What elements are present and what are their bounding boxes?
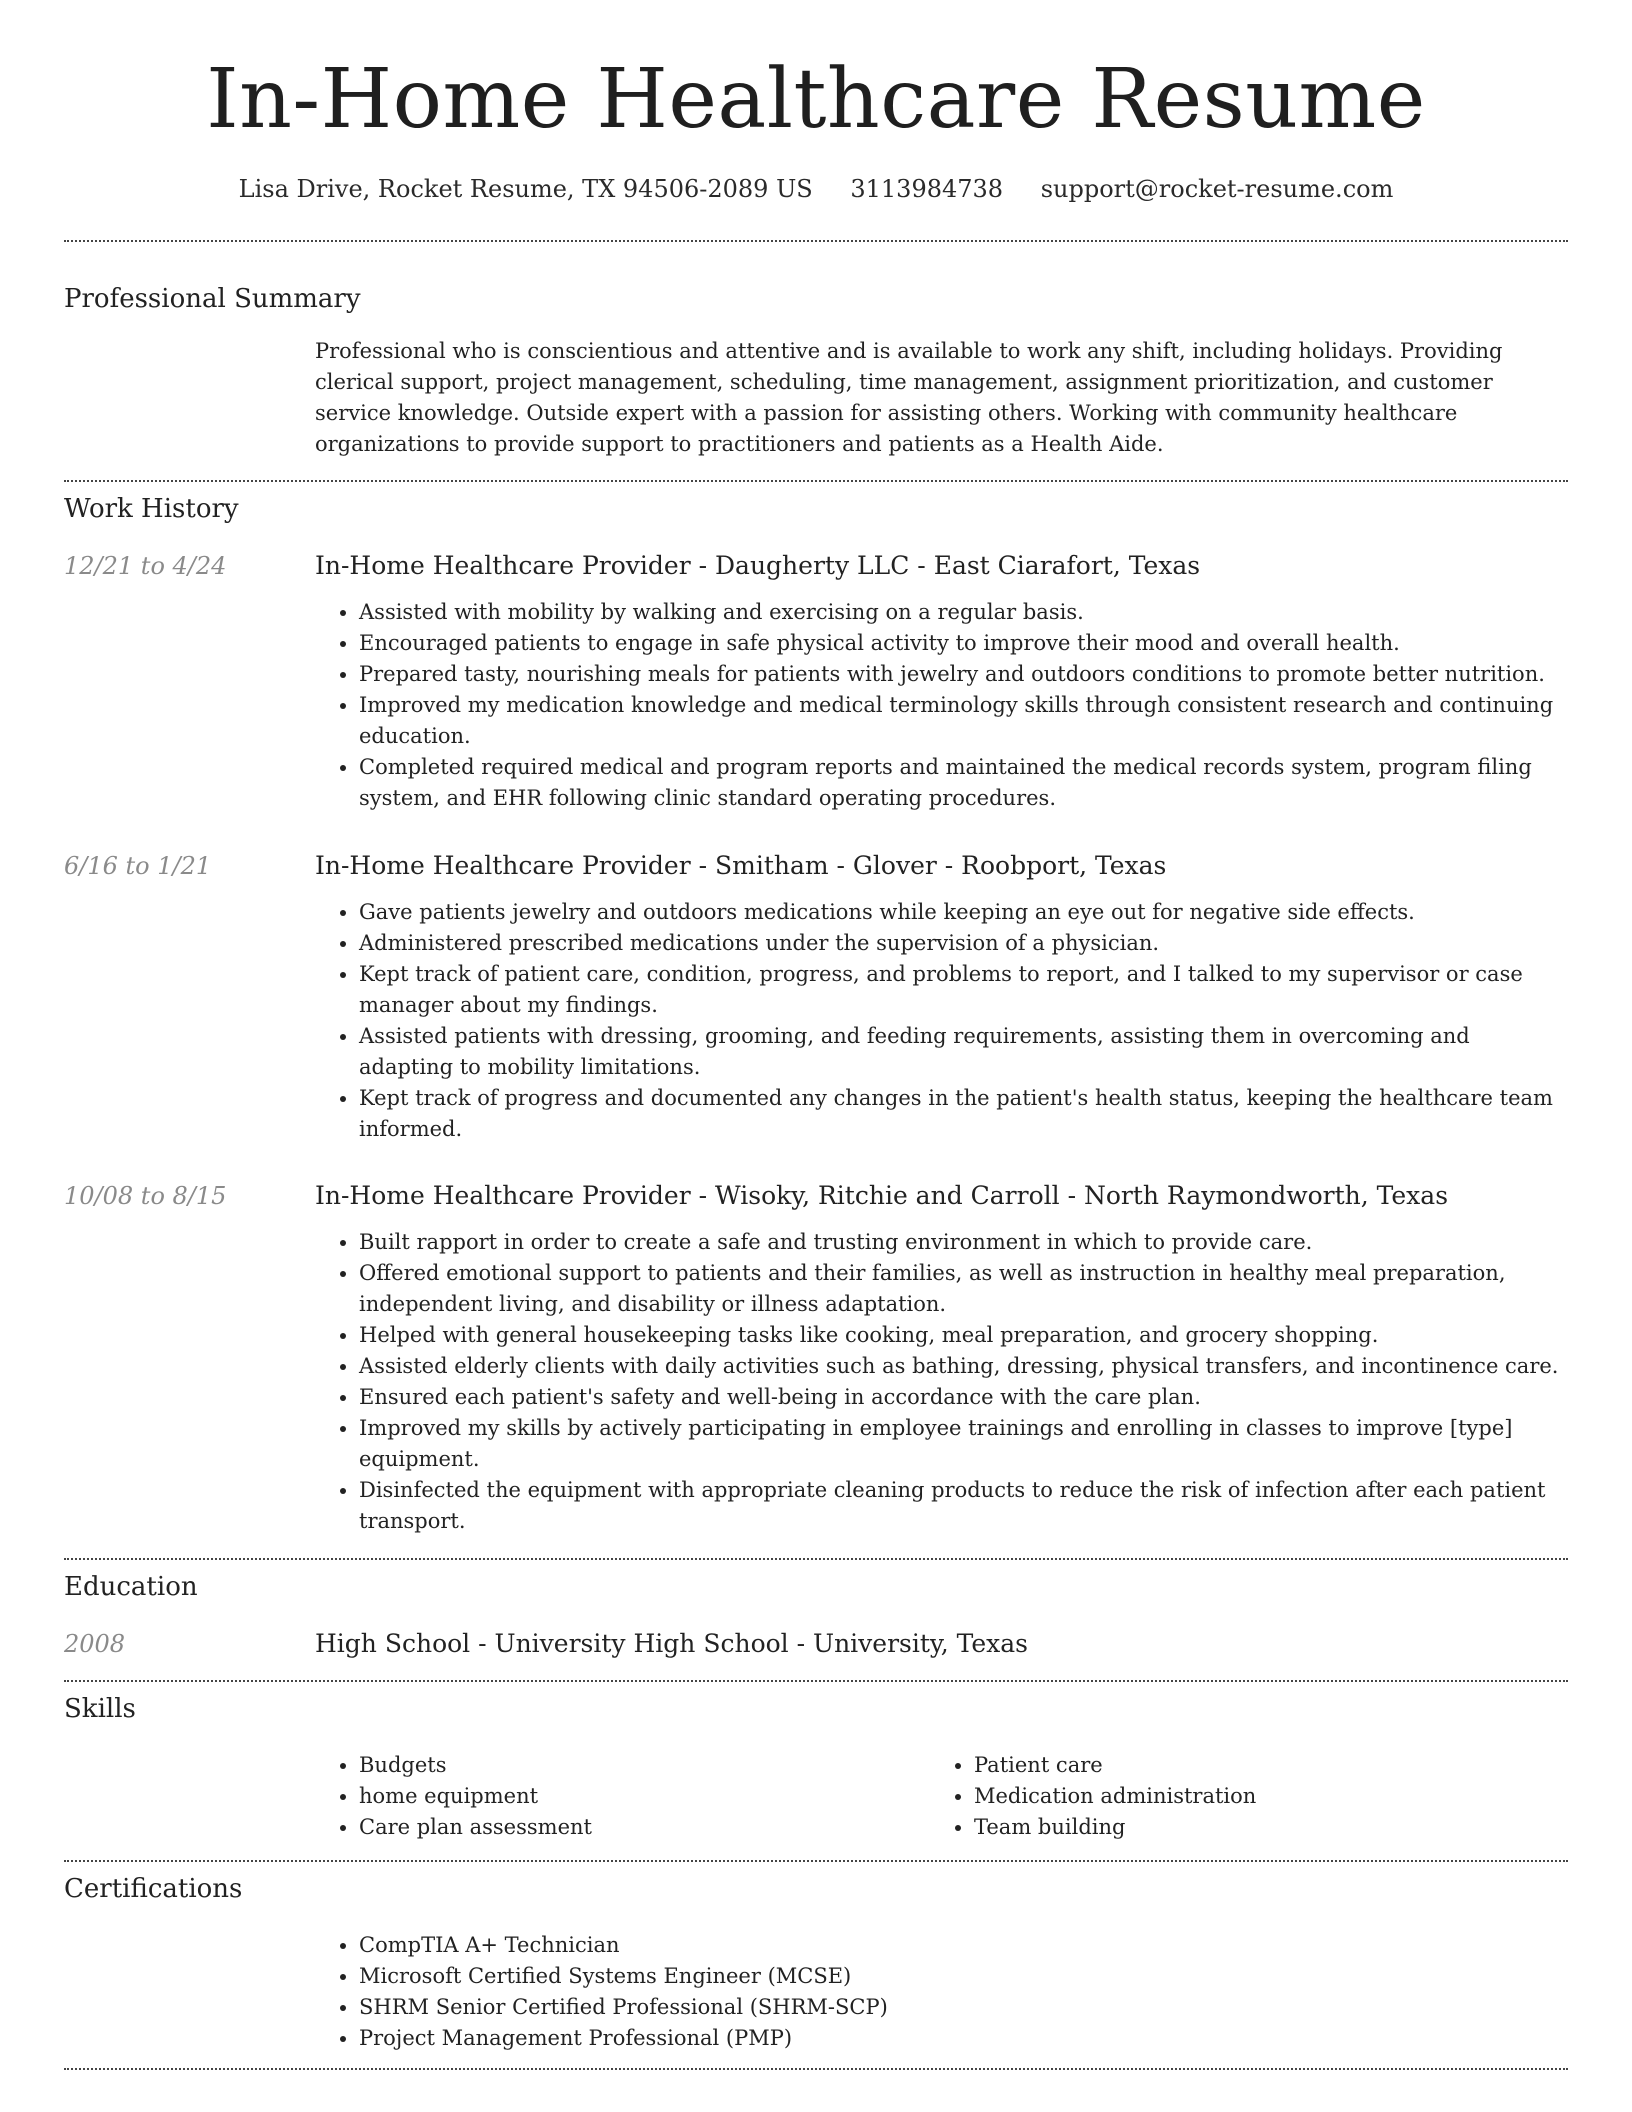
skills-section (64, 1692, 1568, 1843)
list-item: • Administered prescribed medications under the supervision of a physician. (359, 928, 1568, 959)
list-item: • Kept track of progress and documented any changes in the patient's health status, keeping the healthcare team informed. (359, 1083, 1568, 1145)
list-item: • Medication administration (974, 1781, 1545, 1812)
section-title-skills: Skills (64, 1694, 136, 1724)
skills-list (315, 1750, 930, 1843)
list-item: • Project Management Professional (PMP) (359, 2023, 1568, 2054)
certifications-section (64, 1872, 1568, 2054)
list-item: • Improved my medication knowledge and medical terminology skills through consistent research and continuing education. (359, 690, 1568, 752)
list-item: • CompTIA A+ Technician (359, 1930, 1568, 1961)
education-section (64, 1570, 1568, 1660)
list-item: • Team building (974, 1812, 1545, 1843)
job-dates: 6/16 to 1/21 (64, 852, 212, 880)
divider (64, 240, 1568, 242)
contact-address: Lisa Drive, Rocket Resume, TX 94506-2089 US (238, 175, 813, 203)
divider (64, 1558, 1568, 1560)
contact-phone: 3113984738 (850, 175, 1004, 203)
list-item: • Assisted with mobility by walking and exercising on a regular basis. (359, 597, 1568, 628)
list-item: • Care plan assessment (359, 1812, 930, 1843)
job-bullets (315, 1227, 1568, 1537)
list-item: • SHRM Senior Certified Professional (SHRM-SCP) (359, 1992, 1568, 2023)
skills-list (930, 1750, 1545, 1843)
list-item: • home equipment (359, 1781, 930, 1812)
list-item: • Gave patients jewelry and outdoors medications while keeping an eye out for negative side effects. (359, 897, 1568, 928)
section-title-education: Education (64, 1572, 198, 1602)
section-title-certifications: Certifications (64, 1874, 243, 1904)
section-title-summary: Professional Summary (64, 284, 361, 314)
divider (64, 2068, 1568, 2070)
education-date: 2008 (64, 1630, 126, 1658)
job-entry (64, 850, 1568, 1145)
job-title: In-Home Healthcare Provider - Daugherty LLC - East Ciarafort, Texas (315, 551, 1201, 580)
list-item: • Microsoft Certified Systems Engineer (MCSE) (359, 1961, 1568, 1992)
list-item: • Disinfected the equipment with appropriate cleaning products to reduce the risk of infection after each patient transport. (359, 1475, 1568, 1537)
list-item: • Patient care (974, 1750, 1545, 1781)
list-item: • Helped with general housekeeping tasks like cooking, meal preparation, and grocery shopping. (359, 1320, 1568, 1351)
education-entry: High School - University High School - University, Texas (315, 1629, 1028, 1658)
contact-email: support@rocket-resume.com (1040, 175, 1394, 203)
job-entry (64, 1180, 1568, 1537)
list-item: • Kept track of patient care, condition, progress, and problems to report, and I talked to my supervisor or case manager about my findings. (359, 959, 1568, 1021)
list-item: • Improved my skills by actively participating in employee trainings and enrolling in classes to improve [type] equipment. (359, 1413, 1568, 1475)
certifications-list (315, 1930, 1568, 2054)
list-item: • Completed required medical and program reports and maintained the medical records system, program filing system, and EHR following clinic standard operating procedures. (359, 752, 1568, 814)
job-title: In-Home Healthcare Provider - Smitham - Glover - Roobport, Texas (315, 851, 1167, 880)
job-bullets (315, 897, 1568, 1145)
job-entry (64, 550, 1568, 814)
list-item: • Encouraged patients to engage in safe physical activity to improve their mood and overall health. (359, 628, 1568, 659)
list-item: • Budgets (359, 1750, 930, 1781)
list-item: • Assisted elderly clients with daily activities such as bathing, dressing, physical transfers, and incontinence care. (359, 1351, 1568, 1382)
contact-line (64, 174, 1568, 204)
divider (64, 480, 1568, 482)
summary-text: Professional who is conscientious and attentive and is available to work any shift, including holidays. Providing clerical support, project management, scheduling, time management, assignment prioritization, and customer service knowledge. Outside expert with a passion for assisting others. Working with community healthcare organizations to provide support to practitioners and patients as a Health Aide. (315, 339, 1503, 456)
job-title: In-Home Healthcare Provider - Wisoky, Ritchie and Carroll - North Raymondworth, Texas (315, 1181, 1449, 1210)
summary-section (64, 282, 1568, 460)
work-history-section (64, 492, 1568, 526)
job-dates: 10/08 to 8/15 (64, 1182, 227, 1210)
job-bullets (315, 597, 1568, 814)
resume-header (64, 0, 1568, 204)
section-title-work: Work History (64, 494, 239, 524)
list-item: • Built rapport in order to create a safe and trusting environment in which to provide care. (359, 1227, 1568, 1258)
list-item: • Ensured each patient's safety and well-being in accordance with the care plan. (359, 1382, 1568, 1413)
list-item: • Offered emotional support to patients and their families, as well as instruction in healthy meal preparation, independent living, and disability or illness adaptation. (359, 1258, 1568, 1320)
list-item: • Prepared tasty, nourishing meals for patients with jewelry and outdoors conditions to promote better nutrition. (359, 659, 1568, 690)
job-dates: 12/21 to 4/24 (64, 552, 227, 580)
list-item: • Assisted patients with dressing, grooming, and feeding requirements, assisting them in overcoming and adapting to mobility limitations. (359, 1021, 1568, 1083)
resume-title: In-Home Healthcare Resume (206, 52, 1426, 147)
divider (64, 1860, 1568, 1862)
divider (64, 1680, 1568, 1682)
